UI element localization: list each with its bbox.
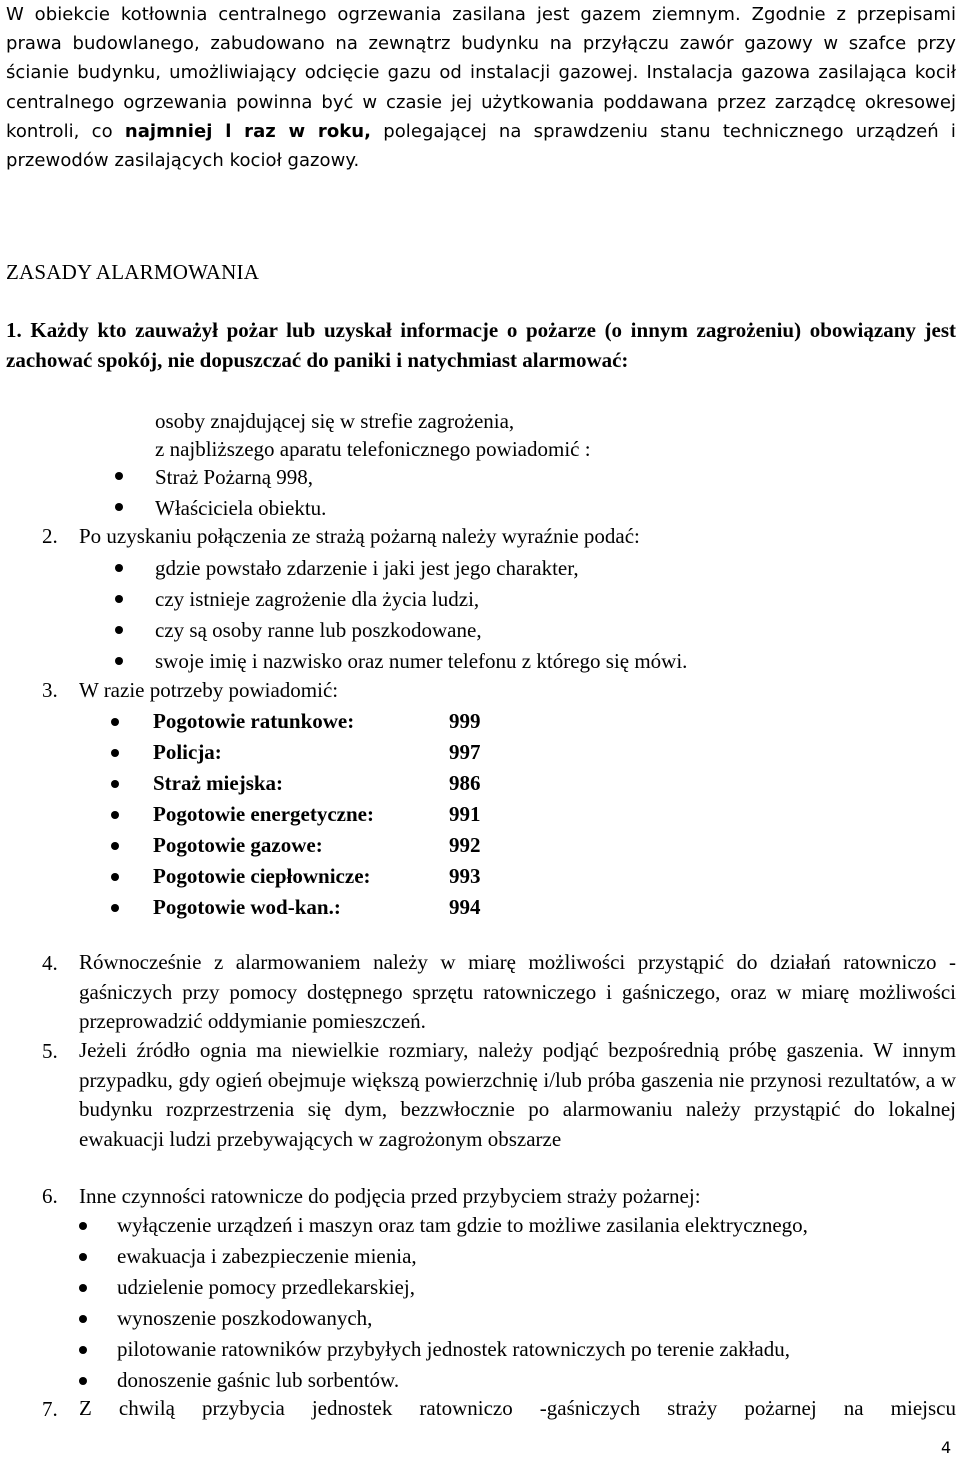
service-phone-1: 999 — [449, 709, 481, 733]
service-phone-5: 992 — [449, 833, 481, 857]
item-1-bullet-1: Straż Pożarną 998, — [155, 465, 314, 489]
item-2-bullet-1: gdzie powstało zdarzenie i jaki jest jego charakter, — [155, 556, 579, 580]
service-name-6: Pogotowie ciepłownicze: — [153, 864, 371, 888]
item-1-sub-1: osoby znajdującej się w strefie zagrożenia, — [155, 409, 515, 433]
item-2-bullet-2: czy istnieje zagrożenie dla życia ludzi, — [155, 587, 480, 611]
service-name-3: Straż miejska: — [153, 771, 284, 795]
item-1-bullet-2: Właściciela obiektu. — [155, 496, 327, 520]
bullet-icon — [115, 595, 123, 603]
intro-text-part1: W obiekcie kotłownia centralnego ogrzewania zasilana jest gazem ziemnym. Zgodnie z przepisami prawa budowlanego, zabudowano na zewnątrz budynku na przyłączu zawór gazowy w szafce przy ścianie budynku, umożliwiający odcięcie gazu od instalacji gazowej. Instalacja gazowa zasilająca kocił centralnego ogrzewania powinna być w czasie jej użytkowania poddawana przez zarządcę okresowej kontroli, co — [6, 4, 956, 142]
bullet-icon — [115, 564, 123, 572]
item-6-bullet-6: donoszenie gaśnic lub sorbentów. — [117, 1368, 400, 1392]
bullet-icon — [115, 472, 123, 480]
bullet-icon — [79, 1253, 87, 1261]
service-phone-6: 993 — [449, 864, 481, 888]
service-phone-7: 994 — [449, 895, 481, 919]
item-1-sub-2: z najbliższego aparatu telefonicznego powiadomić : — [155, 437, 591, 461]
item-6-bullet-1: wyłączenie urządzeń i maszyn oraz tam gdzie to możliwe zasilania elektrycznego, — [117, 1213, 808, 1237]
bullet-icon — [115, 657, 123, 665]
service-name-7: Pogotowie wod-kan.: — [153, 895, 341, 919]
item-6-text: Inne czynności ratownicze do podjęcia przed przybyciem straży pożarnej: — [79, 1184, 701, 1208]
item-3-number: 3. — [42, 678, 58, 702]
service-phone-3: 986 — [449, 771, 481, 795]
page-number: 4 — [941, 1438, 952, 1457]
item-6-bullet-4: wynoszenie poszkodowanych, — [117, 1306, 373, 1330]
bullet-icon — [79, 1377, 87, 1385]
item-2-text: Po uzyskaniu połączenia ze strażą pożarną należy wyraźnie podać: — [79, 524, 640, 548]
item-3-text: W razie potrzeby powiadomić: — [79, 678, 339, 702]
bullet-icon — [111, 749, 119, 757]
bullet-icon — [115, 626, 123, 634]
service-name-5: Pogotowie gazowe: — [153, 833, 323, 857]
bullet-icon — [111, 718, 119, 726]
bullet-icon — [79, 1315, 87, 1323]
bullet-icon — [79, 1222, 87, 1230]
service-name-1: Pogotowie ratunkowe: — [153, 709, 355, 733]
item-7-number: 7. — [42, 1397, 58, 1421]
bullet-icon — [111, 780, 119, 788]
bullet-icon — [111, 873, 119, 881]
item-1-number: 1. — [6, 318, 22, 342]
item-1-text: Każdy kto zauważył pożar lub uzyskał informacje o pożarze (o innym zagrożeniu) obowiązany jest zachować spokój, nie dopuszczać do paniki i natychmiast alarmować: — [6, 318, 956, 372]
item-2-number: 2. — [42, 524, 58, 548]
bullet-icon — [111, 904, 119, 912]
item-5-text: Jeżeli źródło ognia ma niewielkie rozmiary, należy podjąć bezpośrednią próbę gaszenia. W innym przypadku, gdy ogień obejmuje większą powierzchnię i/lub próba gaszenia nie przynosi rezultatów, a w budynku rozprzestrzenia się dym, bezzwłocznie po alarmowaniu należy przystąpić do lokalnej ewakuacji ludzi przebywających w zagrożonym obszarze — [79, 1038, 956, 1151]
bullet-icon — [115, 503, 123, 511]
item-5-number: 5. — [42, 1039, 58, 1063]
intro-paragraph — [6, 0, 956, 175]
bullet-icon — [111, 811, 119, 819]
service-name-2: Policja: — [153, 740, 222, 764]
bullet-icon — [79, 1346, 87, 1354]
bullet-icon — [79, 1284, 87, 1292]
item-2-bullet-3: czy są osoby ranne lub poszkodowane, — [155, 618, 482, 642]
item-6-bullet-5: pilotowanie ratowników przybyłych jednostek ratowniczych po terenie zakładu, — [117, 1337, 790, 1361]
item-6-number: 6. — [42, 1184, 58, 1208]
item-6-bullet-2: ewakuacja i zabezpieczenie mienia, — [117, 1244, 417, 1268]
item-4-text: Równocześnie z alarmowaniem należy w miarę możliwości przystąpić do działań ratowniczo - gaśniczych przy pomocy dostępnego sprzętu ratowniczego i gaśniczego, oraz w miarę możliwości przeprowadzić oddymianie pomieszczeń. — [79, 950, 956, 1033]
bullet-icon — [111, 842, 119, 850]
item-2-bullet-4: swoje imię i nazwisko oraz numer telefonu z którego się mówi. — [155, 649, 688, 673]
intro-text-part2: polegającej na sprawdzeniu stanu technicznego urządzeń i przewodów zasilających kocioł gazowy. — [6, 120, 956, 172]
service-phone-2: 997 — [449, 740, 481, 764]
item-6-bullet-3: udzielenie pomocy przedlekarskiej, — [117, 1275, 415, 1299]
service-phone-4: 991 — [449, 802, 481, 826]
section-heading: ZASADY ALARMOWANIA — [6, 260, 260, 284]
item-1-paragraph — [6, 316, 956, 375]
service-name-4: Pogotowie energetyczne: — [153, 802, 374, 826]
intro-text-bold: najmniej l raz w roku, — [124, 120, 372, 142]
item-7-text: Z chwilą przybycia jednostek ratowniczo -gaśniczych straży pożarnej na miejscu — [79, 1396, 956, 1420]
item-4-number: 4. — [42, 951, 58, 975]
